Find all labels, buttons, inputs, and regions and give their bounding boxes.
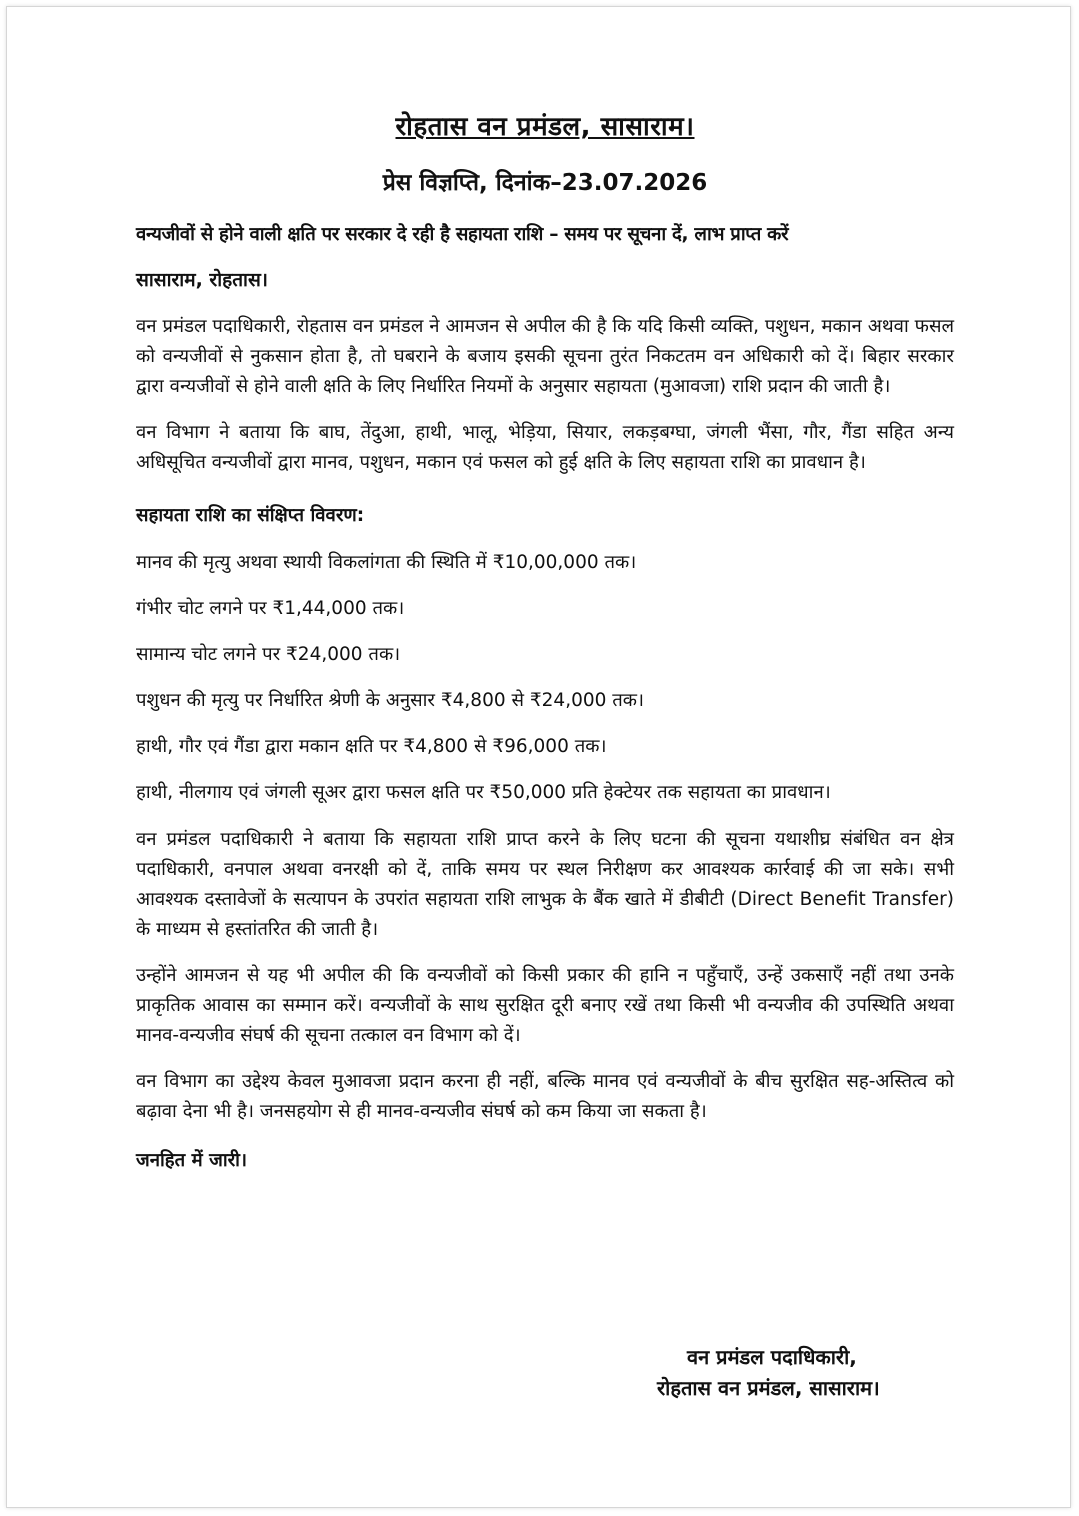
press-headline: वन्यजीवों से होने वाली क्षति पर सरकार दे रही है सहायता राशि – समय पर सूचना दें, लाभ प्राप्त करें [136, 224, 789, 245]
compensation-item: हाथी, नीलगाय एवं जंगली सूअर द्वारा फसल क्षति पर ₹50,000 प्रति हेक्टेयर तक सहायता का प्रावधान। [136, 782, 831, 803]
compensation-item: गंभीर चोट लगने पर ₹1,44,000 तक। [136, 598, 405, 619]
signature-office: रोहतास वन प्रमंडल, सासाराम। [657, 1376, 880, 1400]
document-title: रोहतास वन प्रमंडल, सासाराम। [395, 112, 695, 142]
compensation-item: मानव की मृत्यु अथवा स्थायी विकलांगता की स्थिति में ₹10,00,000 तक। [136, 552, 637, 573]
press-release-date: प्रेस विज्ञप्ति, दिनांक–23.07.2026 [382, 170, 708, 196]
summary-heading: सहायता राशि का संक्षिप्त विवरण: [136, 505, 365, 526]
body-paragraph: वन प्रमंडल पदाधिकारी ने बताया कि सहायता राशि प्राप्त करने के लिए घटना की सूचना यथाशीघ्र संबंधित वन क्षेत्र पदाधिकारी, वनपाल अथवा वनरक्षी को दें, ताकि समय पर स्थल निरीक्षण कर आवश्यक कार्रवाई की जा सके। सभी आवश्यक दस्तावेजों के सत्यापन के उपरांत सहायता राशि लाभुक के बैंक खाते में डीबीटी (Direct Benefit Transfer) के माध्यम से हस्तांतरित की जाती है। [136, 829, 954, 940]
dateline: सासाराम, रोहतास। [136, 269, 268, 291]
body-paragraph: उन्होंने आमजन से यह भी अपील की कि वन्यजीवों को किसी प्रकार की हानि न पहुँचाएँ, उन्हें उकसाएँ नहीं तथा उनके प्राकृतिक आवास का सम्मान करें। वन्यजीवों के साथ सुरक्षित दूरी बनाए रखें तथा किसी भी वन्यजीव की उपस्थिति अथवा मानव-वन्यजीव संघर्ष की सूचना तत्काल वन विभाग को दें। [136, 965, 954, 1046]
closing-note: जनहित में जारी। [136, 1150, 247, 1171]
compensation-item: हाथी, गौर एवं गैंडा द्वारा मकान क्षति पर ₹4,800 से ₹96,000 तक। [136, 736, 607, 757]
body-paragraph: वन विभाग का उद्देश्य केवल मुआवजा प्रदान करना ही नहीं, बल्कि मानव एवं वन्यजीवों के बीच सुरक्षित सह-अस्तित्व को बढ़ावा देना भी है। जनसहयोग से ही मानव-वन्यजीव संघर्ष को कम किया जा सकता है। [136, 1071, 954, 1122]
compensation-item: सामान्य चोट लगने पर ₹24,000 तक। [136, 644, 401, 665]
document-content [136, 107, 954, 1172]
document-page [6, 6, 1071, 1508]
signature-block [657, 1342, 880, 1404]
signature-designation: वन प्रमंडल पदाधिकारी, [687, 1345, 857, 1369]
compensation-item: पशुधन की मृत्यु पर निर्धारित श्रेणी के अनुसार ₹4,800 से ₹24,000 तक। [136, 690, 645, 711]
intro-paragraph: वन विभाग ने बताया कि बाघ, तेंदुआ, हाथी, भालू, भेड़िया, सियार, लकड़बग्घा, जंगली भैंसा, गौर, गैंडा सहित अन्य अधिसूचित वन्यजीवों द्वारा मानव, पशुधन, मकान एवं फसल को हुई क्षति के लिए सहायता राशि का प्रावधान है। [136, 422, 954, 473]
intro-paragraph: वन प्रमंडल पदाधिकारी, रोहतास वन प्रमंडल ने आमजन से अपील की है कि यदि किसी व्यक्ति, पशुधन, मकान अथवा फसल को वन्यजीवों से नुकसान होता है, तो घबराने के बजाय इसकी सूचना तुरंत निकटतम वन अधिकारी को दें। बिहार सरकार द्वारा वन्यजीवों से होने वाली क्षति के लिए निर्धारित नियमों के अनुसार सहायता (मुआवजा) राशि प्रदान की जाती है। [136, 316, 954, 397]
